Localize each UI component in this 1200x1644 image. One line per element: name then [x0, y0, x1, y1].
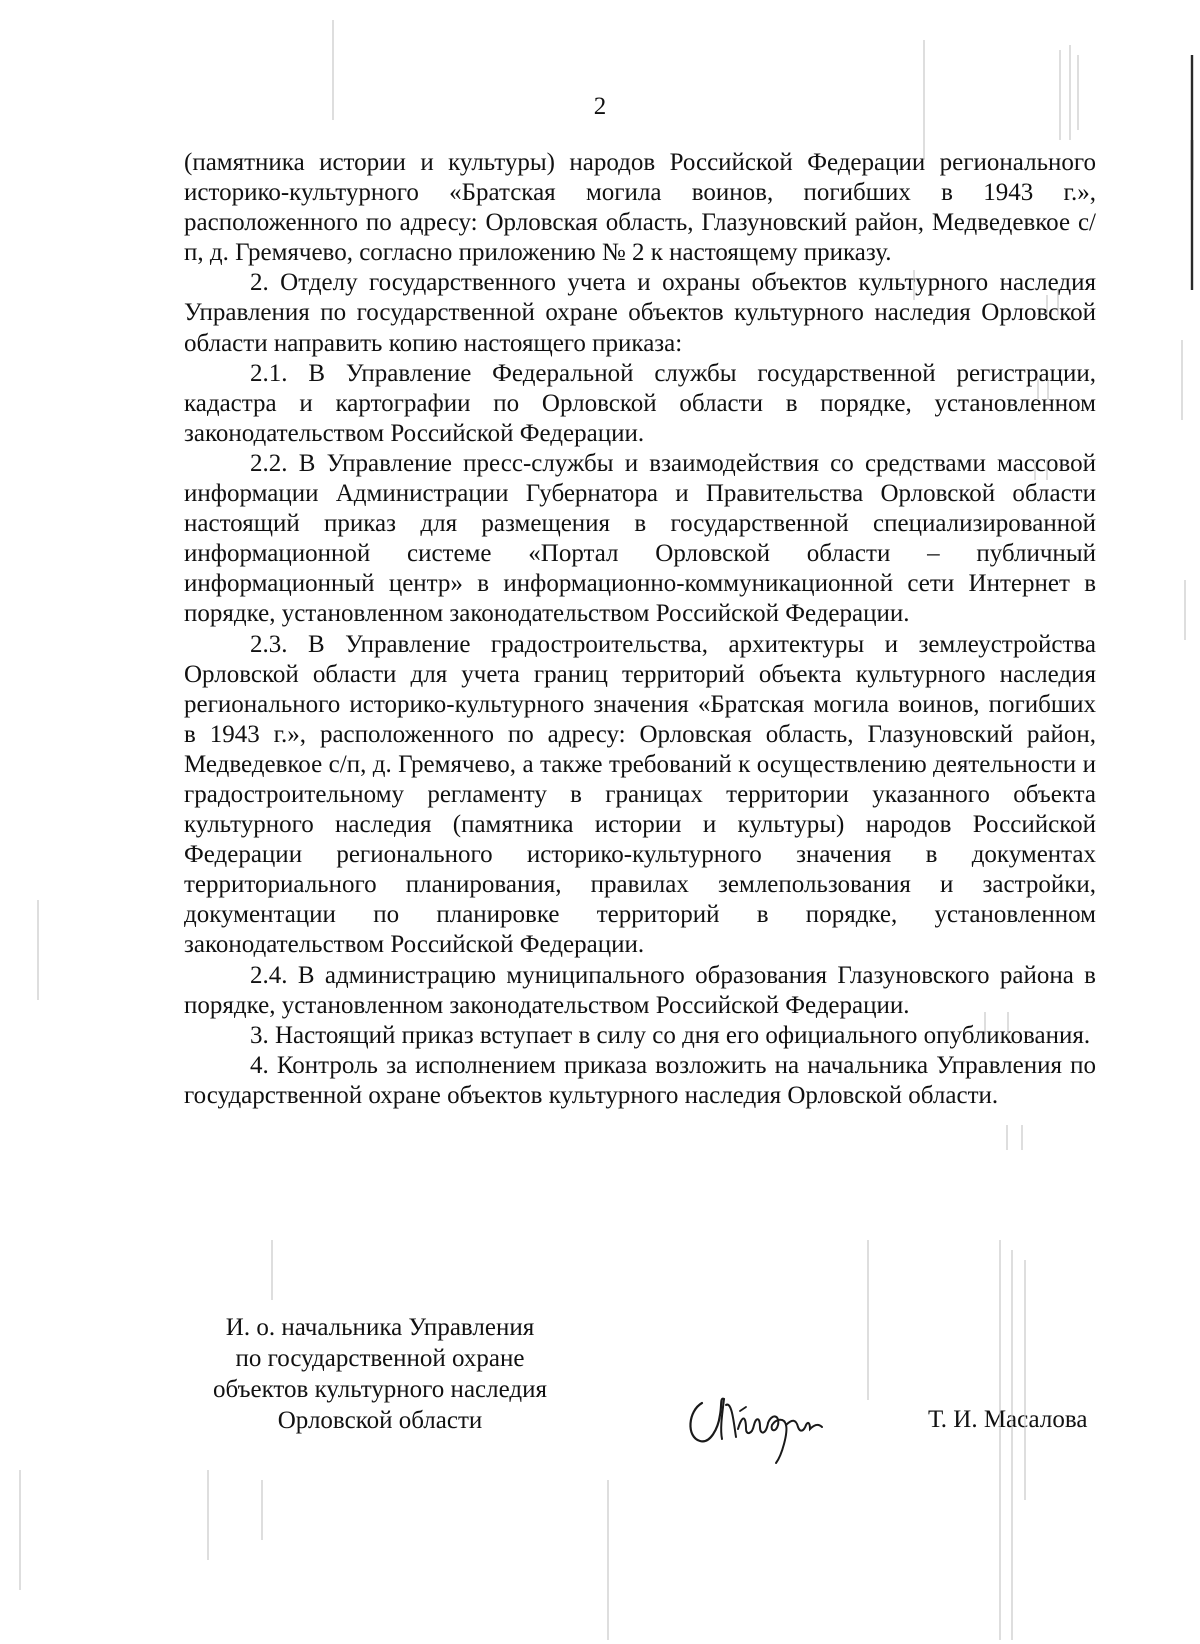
paragraph-item-2-3: 2.3. В Управление градостроительства, архитектуры и землеустройства Орловской области для учета границ территорий объекта культурного наследия регионального историко-культурного значения «Братская могила воинов, погибших в 1943 г.», расположенного по адресу: Орловская область, Глазуновский район, Медведевкое с/п, д. Гремячево, а также требований к осуществлению деятельности и градостроительному регламенту в границах территории указанного объекта культурного наследия (памятника истории и культуры) народов Российской Федерации регионального историко-культурного значения в документах территориального планирования, правилах землепользования и застройки, документации по планировке территорий в порядке, установленном законодательством Российской Федерации.	[184, 630, 1096, 959]
signatory-title-line: Орловской области	[277, 1407, 483, 1434]
paragraph-item-3: 3. Настоящий приказ вступает в силу со дня его официального опубликования.	[250, 1021, 1091, 1049]
paragraph-item-2: 2. Отделу государственного учета и охраны объектов культурного наследия Управления по государственной охране объектов культурного наследия Орловской области направить копию настоящего приказа:	[184, 269, 1096, 357]
paragraph-item-2-1: 2.1. В Управление Федеральной службы государственной регистрации, кадастра и картографии по Орловской области в порядке, установленном законодательством Российской Федерации.	[184, 359, 1096, 447]
signatory-title-block	[190, 1312, 570, 1436]
signatory-title-line: объектов культурного наследия	[213, 1376, 547, 1403]
paragraph-item-2-2: 2.2. В Управление пресс-службы и взаимодействия со средствами массовой информации Администрации Губернатора и Правительства Орловской области настоящий приказ для размещения в государственной специализированной информационной системе «Портал Орловской области – публичный информационный центр» в информационно-коммуникационной сети Интернет в порядке, установленном законодательством Российской Федерации.	[184, 449, 1096, 628]
signatory-title-line: И. о. начальника Управления	[225, 1314, 535, 1341]
page-number: 2	[593, 93, 607, 120]
signer-name: Т. И. Масалова	[928, 1406, 1088, 1433]
paragraph-continuation: (памятника истории и культуры) народов Российской Федерации регионального историко-культурного «Братская могила воинов, погибших в 1943 г.», расположенного по адресу: Орловская область, Глазуновский район, Медведевкое с/п, д. Гремячево, согласно приложению № 2 к настоящему приказу.	[184, 149, 1096, 267]
signatory-title-line: по государственной охране	[235, 1345, 525, 1372]
handwritten-signature	[680, 1385, 840, 1465]
document-body	[184, 148, 1096, 1111]
paragraph-item-4: 4. Контроль за исполнением приказа возложить на начальника Управления по государственной охране объектов культурного наследия Орловской области.	[184, 1051, 1096, 1109]
paragraph-item-2-4: 2.4. В администрацию муниципального образования Глазуновского района в порядке, установленном законодательством Российской Федерации.	[184, 961, 1096, 1019]
